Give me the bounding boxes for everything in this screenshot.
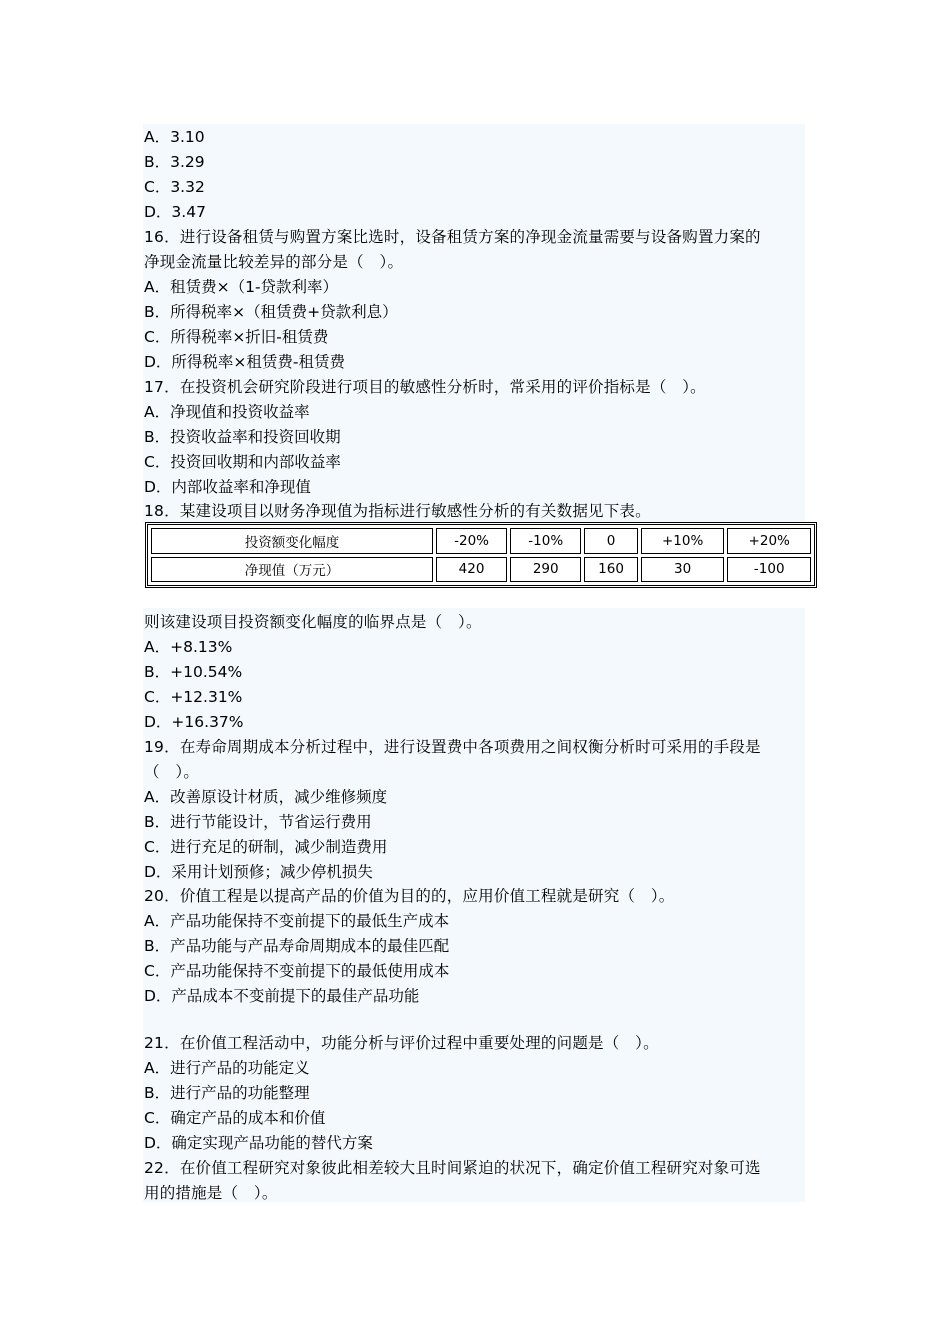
q20-option-a: A．产品功能保持不变前提下的最低生产成本 [144, 912, 450, 930]
table-cell-label: 投资额变化幅度 [151, 528, 433, 554]
q19-option-d: D．采用计划预修；减少停机损失 [144, 863, 373, 881]
table-cell: 30 [641, 557, 725, 583]
table-cell: 160 [584, 557, 638, 583]
q21-stem: 21．在价值工程活动中，功能分析与评价过程中重要处理的问题是（ ）。 [144, 1034, 659, 1052]
q17-option-c: C．投资回收期和内部收益率 [144, 453, 341, 471]
q17-option-b: B．投资收益率和投资回收期 [144, 428, 341, 446]
table-cell: 0 [584, 528, 638, 554]
q19-stem-line1: 19．在寿命周期成本分析过程中，进行设置费中各项费用之间权衡分析时可采用的手段是 [144, 738, 761, 756]
q19-option-b: B．进行节能设计，节省运行费用 [144, 813, 372, 831]
sensitivity-table [145, 522, 817, 588]
q20-option-b: B．产品功能与产品寿命周期成本的最佳匹配 [144, 937, 450, 955]
q20-option-d: D．产品成本不变前提下的最佳产品功能 [144, 987, 420, 1005]
q21-option-d: D．确定实现产品功能的替代方案 [144, 1134, 373, 1152]
q15-option-c: C．3.32 [144, 178, 205, 196]
q15-option-a: A．3.10 [144, 128, 205, 146]
table-cell: -100 [727, 557, 811, 583]
q21-option-a: A．进行产品的功能定义 [144, 1059, 310, 1077]
q21-option-b: B．进行产品的功能整理 [144, 1084, 310, 1102]
table-cell-label: 净现值（万元） [151, 557, 433, 583]
q15-option-d: D．3.47 [144, 203, 206, 221]
q18-option-a: A．+8.13% [144, 638, 233, 656]
table-cell: 290 [510, 557, 581, 583]
q16-option-d: D．所得税率×租赁费-租赁费 [144, 353, 346, 371]
q18-option-d: D．+16.37% [144, 713, 244, 731]
q22-stem-line1: 22．在价值工程研究对象彼此相差较大且时间紧迫的状况下，确定价值工程研究对象可选 [144, 1159, 761, 1177]
q17-option-a: A．净现值和投资收益率 [144, 403, 310, 421]
q16-option-a: A．租赁费×（1-贷款利率） [144, 278, 339, 296]
q20-option-c: C．产品功能保持不变前提下的最低使用成本 [144, 962, 450, 980]
table-cell: -10% [510, 528, 581, 554]
table-cell: 420 [436, 557, 507, 583]
table-cell: +20% [727, 528, 811, 554]
q16-stem-line2: 净现金流量比较差异的部分是（ ）。 [144, 253, 404, 271]
q17-stem: 17．在投资机会研究阶段进行项目的敏感性分析时，常采用的评价指标是（ ）。 [144, 378, 706, 396]
q15-option-b: B．3.29 [144, 153, 205, 171]
table-cell: +10% [641, 528, 725, 554]
q17-option-d: D．内部收益率和净现值 [144, 478, 311, 496]
q22-stem-line2: 用的措施是（ ）。 [144, 1184, 278, 1202]
q21-option-c: C．确定产品的成本和价值 [144, 1109, 326, 1127]
q19-option-c: C．进行充足的研制，减少制造费用 [144, 838, 388, 856]
q18-stem: 18．某建设项目以财务净现值为指标进行敏感性分析的有关数据见下表。 [144, 502, 651, 520]
table-cell: -20% [436, 528, 507, 554]
table-row [151, 557, 811, 583]
q16-stem-line1: 16．进行设备租赁与购置方案比选时，设备租赁方案的净现金流量需要与设备购置力案的 [144, 228, 761, 246]
q18-option-b: B．+10.54% [144, 663, 243, 681]
q18-question: 则该建设项目投资额变化幅度的临界点是（ ）。 [144, 613, 482, 631]
q19-stem-line2: （ ）。 [144, 763, 200, 781]
q18-option-c: C．+12.31% [144, 688, 243, 706]
table-row [151, 528, 811, 554]
q16-option-b: B．所得税率×（租赁费+贷款利息） [144, 303, 398, 321]
q20-stem: 20．价值工程是以提高产品的价值为目的的，应用价值工程就是研究（ ）。 [144, 887, 675, 905]
q19-option-a: A．改善原设计材质，减少维修频度 [144, 788, 388, 806]
q16-option-c: C．所得税率×折旧-租赁费 [144, 328, 329, 346]
